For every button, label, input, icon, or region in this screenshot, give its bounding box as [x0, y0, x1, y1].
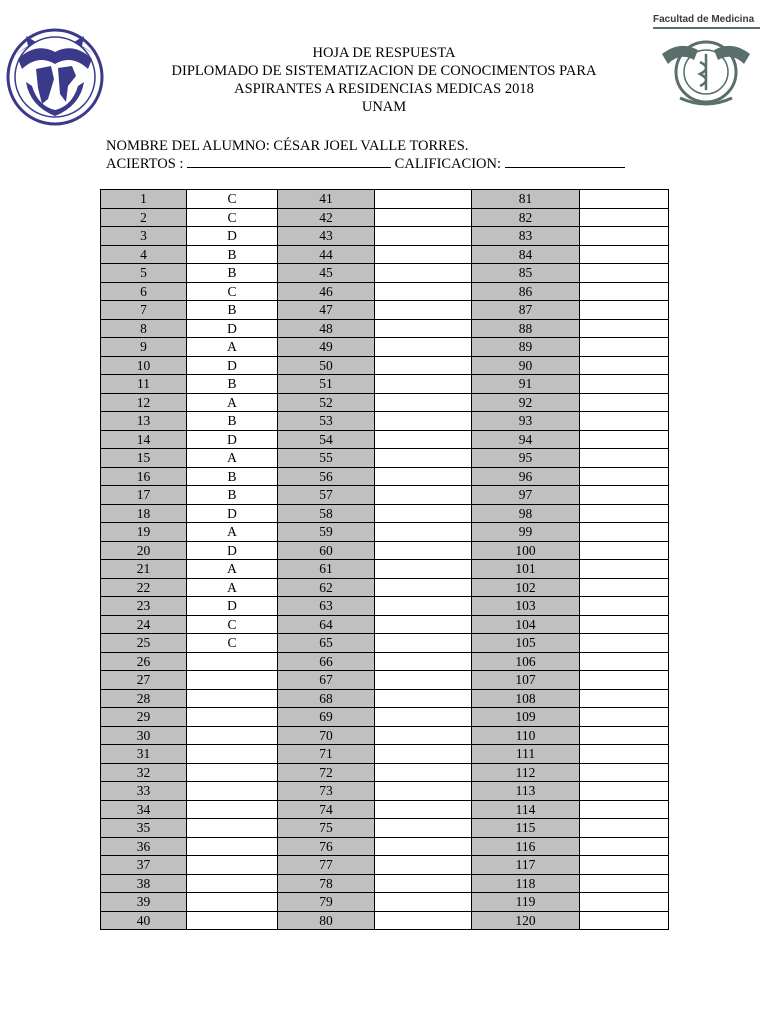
answer-cell [375, 560, 472, 579]
answer-cell: B [187, 245, 278, 264]
answer-cell [375, 578, 472, 597]
question-number: 77 [278, 856, 375, 875]
aciertos-label: ACIERTOS : [106, 156, 184, 172]
answer-cell [580, 819, 669, 838]
table-row [101, 245, 669, 264]
answer-cell [580, 375, 669, 394]
answer-cell: B [187, 467, 278, 486]
question-number: 48 [278, 319, 375, 338]
table-row [101, 837, 669, 856]
answer-cell [375, 245, 472, 264]
question-number: 26 [101, 652, 187, 671]
unam-seal-logo [6, 24, 104, 130]
answer-cell [375, 393, 472, 412]
answer-cell: C [187, 282, 278, 301]
question-number: 96 [472, 467, 580, 486]
answer-cell [375, 486, 472, 505]
question-number: 99 [472, 523, 580, 542]
question-number: 75 [278, 819, 375, 838]
table-row [101, 819, 669, 838]
question-number: 19 [101, 523, 187, 542]
answer-cell [375, 301, 472, 320]
answer-cell [187, 708, 278, 727]
answer-cell [187, 893, 278, 912]
question-number: 108 [472, 689, 580, 708]
question-number: 120 [472, 911, 580, 930]
question-number: 55 [278, 449, 375, 468]
question-number: 1 [101, 190, 187, 209]
table-row [101, 671, 669, 690]
question-number: 87 [472, 301, 580, 320]
question-number: 107 [472, 671, 580, 690]
table-row [101, 874, 669, 893]
question-number: 59 [278, 523, 375, 542]
answer-cell [580, 874, 669, 893]
question-number: 80 [278, 911, 375, 930]
answer-cell: B [187, 375, 278, 394]
question-number: 49 [278, 338, 375, 357]
answer-cell: A [187, 338, 278, 357]
answer-cell [580, 782, 669, 801]
answer-cell: B [187, 486, 278, 505]
answer-cell [580, 467, 669, 486]
question-number: 45 [278, 264, 375, 283]
answer-cell: D [187, 227, 278, 246]
table-row [101, 412, 669, 431]
question-number: 109 [472, 708, 580, 727]
table-row [101, 338, 669, 357]
question-number: 104 [472, 615, 580, 634]
table-row [101, 541, 669, 560]
answer-cell [375, 856, 472, 875]
table-row [101, 634, 669, 653]
question-number: 103 [472, 597, 580, 616]
answer-cell [375, 615, 472, 634]
question-number: 24 [101, 615, 187, 634]
question-number: 114 [472, 800, 580, 819]
answer-cell [187, 837, 278, 856]
table-row [101, 578, 669, 597]
question-number: 100 [472, 541, 580, 560]
question-number: 66 [278, 652, 375, 671]
table-row [101, 726, 669, 745]
question-number: 12 [101, 393, 187, 412]
answer-cell [187, 819, 278, 838]
question-number: 16 [101, 467, 187, 486]
score-line [106, 155, 625, 173]
question-number: 110 [472, 726, 580, 745]
answer-cell [580, 430, 669, 449]
answer-cell [375, 689, 472, 708]
table-row [101, 560, 669, 579]
question-number: 69 [278, 708, 375, 727]
table-row [101, 375, 669, 394]
question-number: 112 [472, 763, 580, 782]
question-number: 78 [278, 874, 375, 893]
answer-cell: B [187, 412, 278, 431]
answer-cell [580, 634, 669, 653]
answer-cell [375, 282, 472, 301]
table-row [101, 504, 669, 523]
table-row [101, 763, 669, 782]
header-subtitle: DIPLOMADO DE SISTEMATIZACION DE CONOCIMENTOS PARA [171, 63, 597, 79]
answer-cell [580, 578, 669, 597]
question-number: 54 [278, 430, 375, 449]
question-number: 2 [101, 208, 187, 227]
answer-cell [187, 671, 278, 690]
answer-cell [580, 245, 669, 264]
question-number: 92 [472, 393, 580, 412]
question-number: 7 [101, 301, 187, 320]
question-number: 29 [101, 708, 187, 727]
answer-cell [580, 837, 669, 856]
question-number: 37 [101, 856, 187, 875]
question-number: 56 [278, 467, 375, 486]
answer-cell [580, 486, 669, 505]
question-number: 22 [101, 578, 187, 597]
answer-cell [580, 412, 669, 431]
question-number: 53 [278, 412, 375, 431]
calificacion-blank [505, 155, 625, 168]
table-row [101, 745, 669, 764]
question-number: 106 [472, 652, 580, 671]
answer-cell: B [187, 264, 278, 283]
table-row [101, 264, 669, 283]
question-number: 44 [278, 245, 375, 264]
answer-cell [375, 837, 472, 856]
question-number: 63 [278, 597, 375, 616]
answer-cell [580, 541, 669, 560]
question-number: 18 [101, 504, 187, 523]
question-number: 43 [278, 227, 375, 246]
question-number: 111 [472, 745, 580, 764]
question-number: 84 [472, 245, 580, 264]
table-row [101, 856, 669, 875]
answer-cell [580, 615, 669, 634]
answer-cell [375, 541, 472, 560]
table-row [101, 430, 669, 449]
question-number: 105 [472, 634, 580, 653]
question-number: 102 [472, 578, 580, 597]
answer-cell [187, 874, 278, 893]
answer-cell [375, 893, 472, 912]
question-number: 25 [101, 634, 187, 653]
answer-cell [580, 763, 669, 782]
answer-cell [375, 911, 472, 930]
table-row [101, 689, 669, 708]
answer-cell [580, 319, 669, 338]
question-number: 72 [278, 763, 375, 782]
answer-cell [580, 393, 669, 412]
answer-cell: D [187, 430, 278, 449]
question-number: 5 [101, 264, 187, 283]
answer-cell [580, 449, 669, 468]
question-number: 61 [278, 560, 375, 579]
question-number: 34 [101, 800, 187, 819]
question-number: 10 [101, 356, 187, 375]
answer-cell [580, 523, 669, 542]
question-number: 71 [278, 745, 375, 764]
answer-cell [375, 652, 472, 671]
answer-cell [580, 800, 669, 819]
answer-cell [187, 782, 278, 801]
answer-cell [187, 911, 278, 930]
question-number: 89 [472, 338, 580, 357]
question-number: 95 [472, 449, 580, 468]
facultad-medicina-logo [650, 14, 762, 114]
question-number: 85 [472, 264, 580, 283]
answer-cell [580, 726, 669, 745]
question-number: 23 [101, 597, 187, 616]
answer-cell [580, 504, 669, 523]
answer-cell [375, 819, 472, 838]
answer-cell [375, 338, 472, 357]
answer-cell [187, 726, 278, 745]
question-number: 116 [472, 837, 580, 856]
answer-cell [580, 911, 669, 930]
question-number: 115 [472, 819, 580, 838]
answer-cell [580, 190, 669, 209]
answer-cell [187, 652, 278, 671]
table-row [101, 911, 669, 930]
answer-cell [580, 671, 669, 690]
question-number: 62 [278, 578, 375, 597]
question-number: 51 [278, 375, 375, 394]
question-number: 32 [101, 763, 187, 782]
answer-cell [580, 282, 669, 301]
question-number: 42 [278, 208, 375, 227]
answer-cell [580, 338, 669, 357]
question-number: 93 [472, 412, 580, 431]
answer-cell [375, 430, 472, 449]
calificacion-label: CALIFICACION: [394, 156, 502, 172]
table-row [101, 301, 669, 320]
table-row [101, 486, 669, 505]
question-number: 118 [472, 874, 580, 893]
question-number: 41 [278, 190, 375, 209]
student-info [106, 137, 625, 173]
question-number: 81 [472, 190, 580, 209]
table-row [101, 708, 669, 727]
unam-seal-icon [6, 24, 104, 130]
table-row [101, 615, 669, 634]
question-number: 67 [278, 671, 375, 690]
question-number: 70 [278, 726, 375, 745]
answer-cell [375, 375, 472, 394]
answer-cell: A [187, 578, 278, 597]
question-number: 76 [278, 837, 375, 856]
answer-cell [375, 800, 472, 819]
question-number: 33 [101, 782, 187, 801]
question-number: 86 [472, 282, 580, 301]
question-number: 17 [101, 486, 187, 505]
answer-cell: B [187, 301, 278, 320]
question-number: 79 [278, 893, 375, 912]
answer-cell [580, 893, 669, 912]
answer-cell: C [187, 615, 278, 634]
question-number: 101 [472, 560, 580, 579]
question-number: 47 [278, 301, 375, 320]
answer-cell [375, 449, 472, 468]
answer-cell [580, 301, 669, 320]
answer-cell [580, 264, 669, 283]
question-number: 20 [101, 541, 187, 560]
aciertos-blank [187, 155, 391, 168]
question-number: 97 [472, 486, 580, 505]
answer-cell [580, 560, 669, 579]
table-row [101, 893, 669, 912]
table-row [101, 652, 669, 671]
question-number: 60 [278, 541, 375, 560]
answer-cell [375, 634, 472, 653]
table-row [101, 523, 669, 542]
question-number: 113 [472, 782, 580, 801]
answer-cell [375, 208, 472, 227]
answer-cell [375, 708, 472, 727]
header-institution: UNAM [361, 99, 407, 115]
question-number: 15 [101, 449, 187, 468]
table-row [101, 393, 669, 412]
answer-cell [580, 689, 669, 708]
question-number: 36 [101, 837, 187, 856]
question-number: 11 [101, 375, 187, 394]
question-number: 52 [278, 393, 375, 412]
answer-cell [580, 208, 669, 227]
answer-cell: A [187, 523, 278, 542]
answer-cell: C [187, 208, 278, 227]
answer-cell [187, 689, 278, 708]
question-number: 3 [101, 227, 187, 246]
answer-cell [375, 726, 472, 745]
question-number: 88 [472, 319, 580, 338]
answer-cell [375, 264, 472, 283]
answer-cell [375, 467, 472, 486]
question-number: 35 [101, 819, 187, 838]
question-number: 28 [101, 689, 187, 708]
question-number: 82 [472, 208, 580, 227]
header-subtitle-2: ASPIRANTES A RESIDENCIAS MEDICAS 2018 [234, 81, 534, 97]
question-number: 94 [472, 430, 580, 449]
document-header [120, 44, 648, 116]
question-number: 46 [278, 282, 375, 301]
table-row [101, 800, 669, 819]
table-row [101, 467, 669, 486]
student-name: NOMBRE DEL ALUMNO: CÉSAR JOEL VALLE TORRES. [106, 138, 469, 154]
question-number: 38 [101, 874, 187, 893]
answer-cell [375, 874, 472, 893]
answer-cell: A [187, 393, 278, 412]
question-number: 119 [472, 893, 580, 912]
answer-cell: D [187, 597, 278, 616]
table-row [101, 190, 669, 209]
answer-cell: C [187, 634, 278, 653]
answer-cell [580, 597, 669, 616]
answer-cell: D [187, 504, 278, 523]
answer-cell [187, 763, 278, 782]
table-row [101, 208, 669, 227]
question-number: 64 [278, 615, 375, 634]
answer-cell [580, 652, 669, 671]
answer-cell [375, 227, 472, 246]
question-number: 90 [472, 356, 580, 375]
answer-cell [580, 227, 669, 246]
answer-cell [580, 745, 669, 764]
answer-cell [187, 800, 278, 819]
question-number: 9 [101, 338, 187, 357]
answer-cell [375, 523, 472, 542]
answer-cell: D [187, 356, 278, 375]
question-number: 117 [472, 856, 580, 875]
table-row [101, 782, 669, 801]
answer-cell [187, 745, 278, 764]
answer-grid [100, 189, 669, 930]
table-row [101, 449, 669, 468]
answer-cell [580, 356, 669, 375]
answer-cell: D [187, 541, 278, 560]
question-number: 57 [278, 486, 375, 505]
answer-cell: C [187, 190, 278, 209]
answer-cell: A [187, 560, 278, 579]
question-number: 39 [101, 893, 187, 912]
question-number: 74 [278, 800, 375, 819]
header-title: HOJA DE RESPUESTA [312, 45, 456, 61]
facultad-medicina-text: Facultad de Medicina [653, 14, 755, 25]
question-number: 50 [278, 356, 375, 375]
answer-cell [375, 763, 472, 782]
table-row [101, 282, 669, 301]
answer-cell [375, 504, 472, 523]
table-row [101, 597, 669, 616]
answer-cell [375, 319, 472, 338]
question-number: 6 [101, 282, 187, 301]
question-number: 30 [101, 726, 187, 745]
question-number: 73 [278, 782, 375, 801]
question-number: 21 [101, 560, 187, 579]
answer-cell [580, 856, 669, 875]
question-number: 58 [278, 504, 375, 523]
answer-cell [375, 412, 472, 431]
answer-cell [187, 856, 278, 875]
question-number: 98 [472, 504, 580, 523]
question-number: 8 [101, 319, 187, 338]
answer-cell [375, 745, 472, 764]
answer-cell [375, 190, 472, 209]
answer-cell [375, 356, 472, 375]
answer-cell: D [187, 319, 278, 338]
question-number: 31 [101, 745, 187, 764]
question-number: 13 [101, 412, 187, 431]
answer-cell [375, 782, 472, 801]
table-row [101, 319, 669, 338]
question-number: 14 [101, 430, 187, 449]
answer-cell [375, 671, 472, 690]
question-number: 68 [278, 689, 375, 708]
question-number: 27 [101, 671, 187, 690]
question-number: 40 [101, 911, 187, 930]
table-row [101, 356, 669, 375]
question-number: 83 [472, 227, 580, 246]
answer-cell [580, 708, 669, 727]
question-number: 91 [472, 375, 580, 394]
question-number: 65 [278, 634, 375, 653]
facultad-medicina-seal-icon [650, 14, 762, 114]
table-row [101, 227, 669, 246]
answer-cell: A [187, 449, 278, 468]
answer-cell [375, 597, 472, 616]
question-number: 4 [101, 245, 187, 264]
